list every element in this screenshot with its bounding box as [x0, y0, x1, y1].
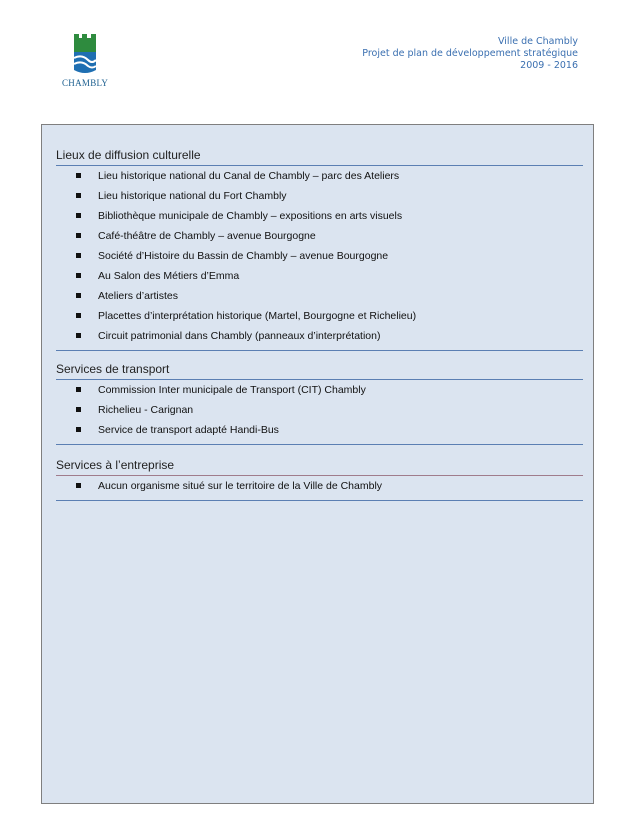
bullet-icon — [76, 213, 81, 218]
item-text: Richelieu - Carignan — [98, 404, 194, 416]
list-item — [56, 306, 583, 326]
section-title: Services à l’entreprise — [56, 455, 583, 476]
section-cultural — [56, 145, 583, 351]
section-divider — [56, 496, 583, 501]
item-text: Commission Inter municipale de Transport (CIT) Chambly — [98, 384, 366, 396]
list-item — [56, 186, 583, 206]
item-list — [56, 166, 583, 346]
item-text: Café-théâtre de Chambly – avenue Bourgogne — [98, 230, 316, 242]
section-transport — [56, 359, 583, 445]
bullet-icon — [76, 483, 81, 488]
header-years: 2009 - 2016 — [520, 60, 578, 71]
bullet-icon — [76, 387, 81, 392]
bullet-icon — [76, 427, 81, 432]
list-item — [56, 226, 583, 246]
bullet-icon — [76, 193, 81, 198]
bullet-icon — [76, 293, 81, 298]
item-text: Bibliothèque municipale de Chambly – expositions en arts visuels — [98, 210, 403, 222]
chambly-logo-icon — [62, 34, 110, 78]
list-item — [56, 400, 583, 420]
item-text: Service de transport adapté Handi-Bus — [98, 424, 279, 436]
document-header — [362, 36, 578, 72]
section-title: Lieux de diffusion culturelle — [56, 145, 583, 166]
bullet-icon — [76, 407, 81, 412]
list-item — [56, 286, 583, 306]
list-item — [56, 326, 583, 346]
item-text: Circuit patrimonial dans Chambly (panneaux d’interprétation) — [98, 330, 381, 342]
section-divider — [56, 346, 583, 351]
bullet-icon — [76, 173, 81, 178]
item-list — [56, 476, 583, 496]
item-text: Ateliers d’artistes — [98, 290, 178, 302]
list-item — [56, 206, 583, 226]
bullet-icon — [76, 253, 81, 258]
item-text: Placettes d’interprétation historique (Martel, Bourgogne et Richelieu) — [98, 310, 417, 322]
section-business — [56, 455, 583, 501]
bullet-icon — [76, 273, 81, 278]
bullet-icon — [76, 313, 81, 318]
list-item — [56, 380, 583, 400]
list-item — [56, 266, 583, 286]
item-text: Société d’Histoire du Bassin de Chambly – avenue Bourgogne — [98, 250, 389, 262]
item-text: Lieu historique national du Canal de Chambly – parc des Ateliers — [98, 170, 400, 182]
list-item — [56, 476, 583, 496]
bullet-icon — [76, 233, 81, 238]
chambly-logo — [62, 34, 110, 90]
item-text: Au Salon des Métiers d’Emma — [98, 270, 240, 282]
list-item — [56, 246, 583, 266]
list-item — [56, 166, 583, 186]
logo-text: CHAMBLY — [62, 78, 109, 88]
item-text: Aucun organisme situé sur le territoire de la Ville de Chambly — [98, 480, 383, 492]
content-panel — [41, 124, 594, 804]
item-text: Lieu historique national du Fort Chambly — [98, 190, 287, 202]
header-city: Ville de Chambly — [498, 36, 578, 47]
section-title: Services de transport — [56, 359, 583, 380]
item-list — [56, 380, 583, 440]
bullet-icon — [76, 333, 81, 338]
section-divider — [56, 440, 583, 445]
list-item — [56, 420, 583, 440]
header-project: Projet de plan de développement stratégique — [362, 48, 578, 59]
